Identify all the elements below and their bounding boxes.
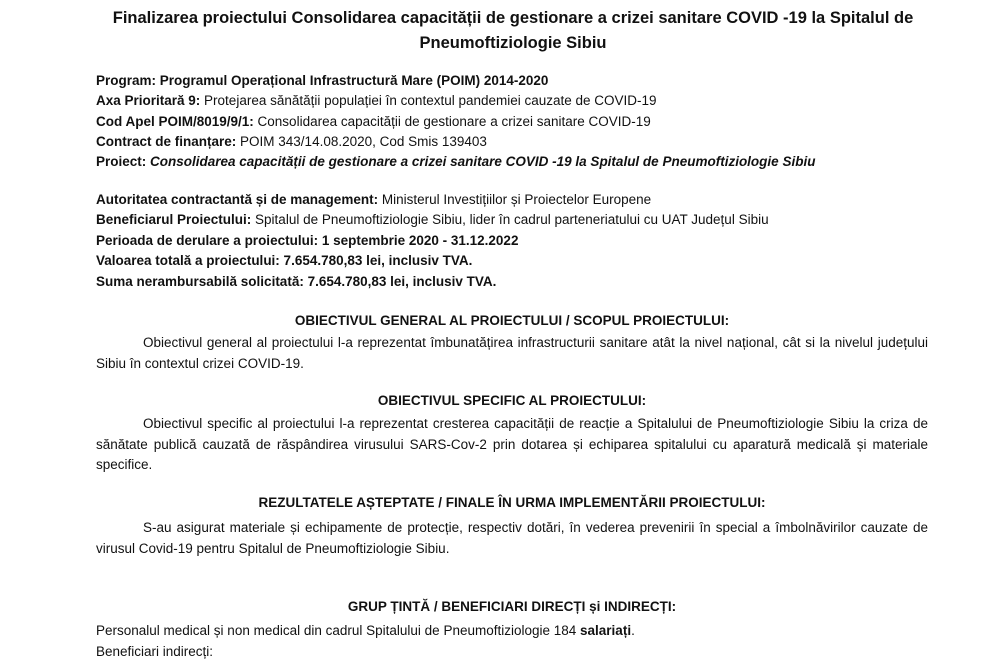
detail-suma: Suma nerambursabilă solicitată: 7.654.780,83 lei, inclusiv TVA. (96, 274, 497, 289)
info-value: Consolidarea capacității de gestionare a crizei sanitare COVID-19 (257, 114, 651, 129)
info-value: POIM 343/14.08.2020, Cod Smis 139403 (240, 134, 487, 149)
paragraph-general-objective: Obiectivul general al proiectului l-a reprezentat îmbunatățirea infrastructurii sanitare atât la nivel național, cât si la nivelul județului Sibiu în contextul crizei COVID-19. (96, 335, 928, 371)
target-staff-count-label: salariați (580, 623, 632, 638)
target-staff-line (96, 621, 936, 641)
info-program (96, 71, 936, 91)
info-contract (96, 132, 936, 152)
info-label: Program: (96, 73, 160, 88)
paragraph-specific-objective: Obiectivul specific al proiectului l-a reprezentat cresterea capacității de reacție a Spitalului de Pneumoftiziologie Sibiu la criza de sănătate publică cauzată de răspândirea virusului SARS-Cov-2 prin dotarea și echiparea spitalului cu aparatură medicală și materiale specifice. (96, 416, 928, 472)
target-staff-end: . (631, 623, 635, 638)
document-title: Finalizarea proiectului Consolidarea capacității de gestionare a crizei sanitare COVID -19 la Spitalul de Pneumoftiziologie Sibiu (112, 9, 914, 52)
detail-label: Autoritatea contractantă și de management: (96, 192, 382, 207)
heading-general-objective: OBIECTIVUL GENERAL AL PROIECTULUI / SCOPUL PROIECTULUI: (294, 313, 730, 328)
info-value: Consolidarea capacității de gestionare a crizei sanitare COVID -19 la Spitalul de Pneumoftiziologie Sibiu (150, 154, 816, 169)
target-indirect-label: Beneficiari indirecți: (96, 644, 214, 659)
detail-valoare: Valoarea totală a proiectului: 7.654.780,83 lei, inclusiv TVA. (96, 253, 473, 268)
info-proiect (96, 152, 936, 172)
info-cod-apel (96, 112, 936, 132)
heading-results: REZULTATELE AȘTEPTATE / FINALE ÎN URMA IMPLEMENTĂRII PROIECTULUI: (258, 495, 766, 510)
detail-autoritate (96, 190, 936, 210)
target-staff-text: Personalul medical și non medical din cadrul Spitalului de Pneumoftiziologie 184 (96, 623, 581, 638)
info-value: Programul Operațional Infrastructură Mare (POIM) 2014-2020 (159, 73, 549, 88)
info-label: Axa Prioritară 9: (96, 93, 205, 108)
detail-perioada: Perioada de derulare a proiectului: 1 septembrie 2020 - 31.12.2022 (96, 233, 519, 248)
info-label: Cod Apel POIM/8019/9/1: (96, 114, 258, 129)
detail-beneficiar (96, 210, 936, 230)
detail-value: Spitalul de Pneumoftiziologie Sibiu, lider în cadrul parteneriatului cu UAT Județul Sibiu (255, 212, 769, 227)
detail-value: Ministerul Investițiilor și Proiectelor Europene (381, 192, 652, 207)
heading-specific-objective: OBIECTIVUL SPECIFIC AL PROIECTULUI: (377, 393, 647, 408)
info-label: Contract de finanțare: (96, 134, 241, 149)
info-value: Protejarea sănătății populației în contextul pandemiei cauzate de COVID-19 (204, 93, 657, 108)
paragraph-results: S-au asigurat materiale și echipamente de protecție, respectiv dotări, în vederea prevenirii în special a îmbolnăvirilor cauzate de virusul Covid-19 pentru Spitalul de Pneumoftiziologie Sibiu. (96, 520, 928, 556)
info-axa (96, 91, 936, 111)
info-label: Proiect: (96, 154, 151, 169)
heading-target-group: GRUP ȚINTĂ / BENEFICIARI DIRECȚI și INDIRECȚI: (347, 599, 677, 614)
detail-label: Beneficiarul Proiectului: (96, 212, 256, 227)
